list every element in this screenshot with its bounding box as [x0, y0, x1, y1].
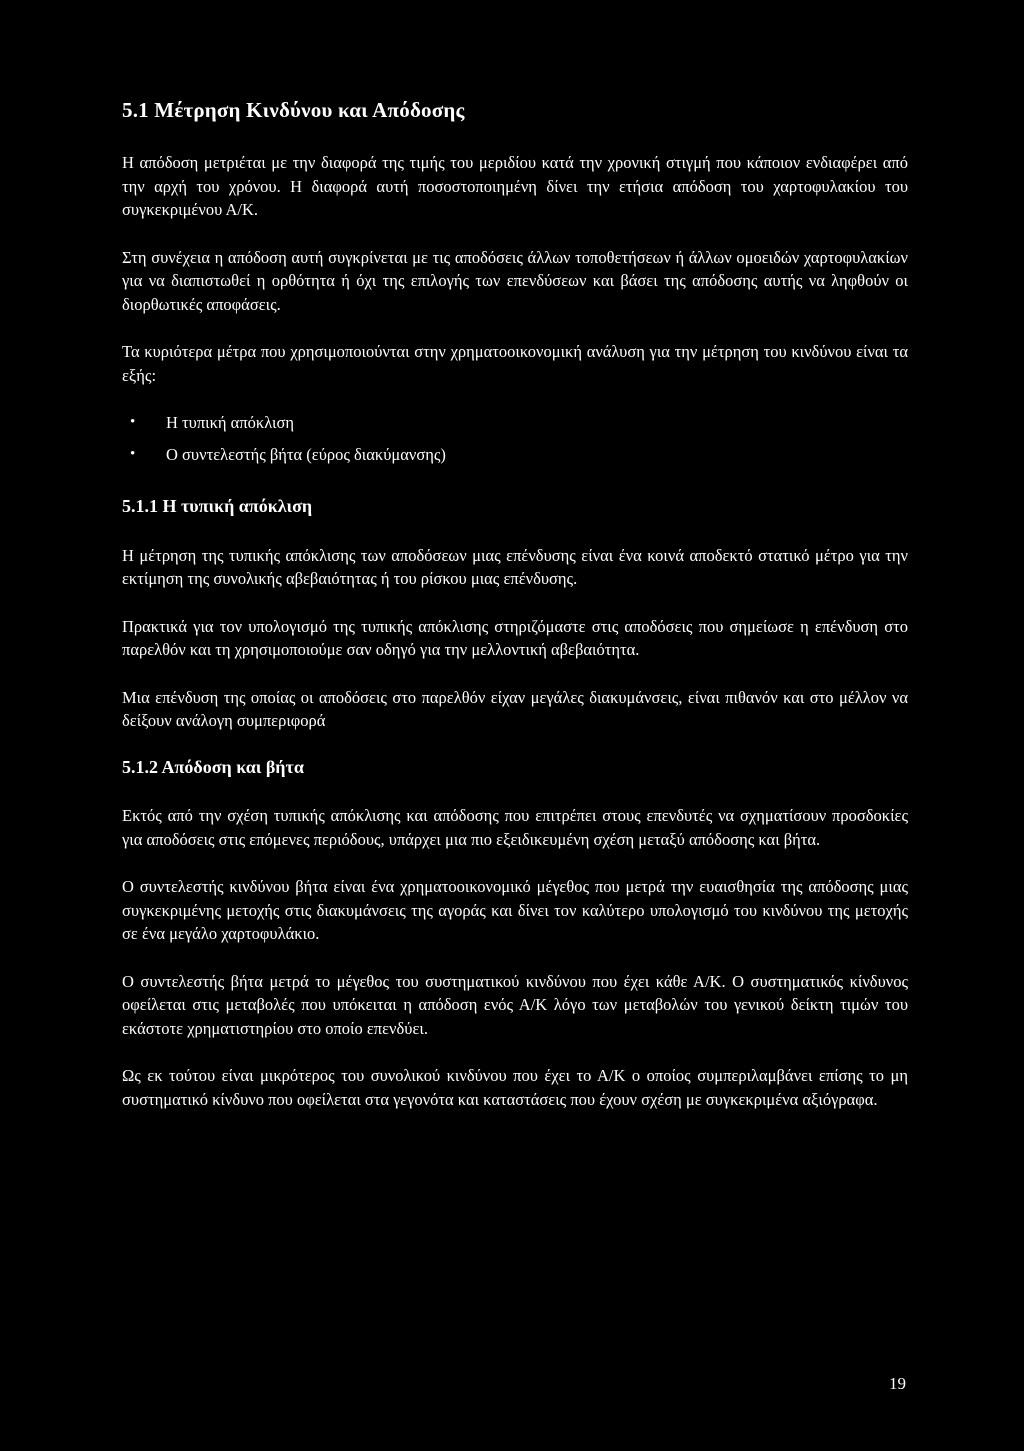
document-page [122, 98, 908, 1135]
list-item: • Ο συντελεστής βήτα (εύρος διακύμανσης) [122, 443, 908, 467]
paragraph: Ο συντελεστής κινδύνου βήτα είναι ένα χρηματοοικονομικό μέγεθος που μετρά την ευαισθησία της απόδοσης μιας συγκεκριμένης μετοχής στις διακυμάνσεις της αγοράς και δίνει τον καλύτερο υπολογισμό του κινδύνου της μετοχής σε ένα μεγάλο χαρτοφυλάκιο. [122, 877, 908, 944]
paragraph: Στη συνέχεια η απόδοση αυτή συγκρίνεται με τις αποδόσεις άλλων τοποθετήσεων ή άλλων ομοειδών χαρτοφυλακίων για να διαπιστωθεί η ορθότητα ή όχι της επιλογής των επενδύσεων και βάσει της απόδοσης αυτής να ληφθούν οι διορθωτικές αποφάσεις. [122, 247, 908, 314]
subsection-heading: 5.1.2 Απόδοση και βήτα [122, 756, 304, 777]
list-item: • Η τυπική απόκλιση [122, 411, 908, 435]
section-heading: 5.1 Μέτρηση Κινδύνου και Απόδοσης [122, 98, 465, 122]
paragraph: Ως εκ τούτου είναι μικρότερος του συνολικού κινδύνου που έχει το Α/Κ ο οποίος συμπεριλαμβάνει επίσης το μη συστηματικό κίνδυνο που οφείλεται στα γεγονότα και καταστάσεις που έχουν σχέση με συγκεκριμένα αξιόγραφα. [122, 1066, 908, 1109]
paragraph: Πρακτικά για τον υπολογισμό της τυπικής απόκλισης στηριζόμαστε στις αποδόσεις που σημείωσε η επένδυση στο παρελθόν και τη χρησιμοποιούμε σαν οδηγό για την μελλοντική αβεβαιότητα. [122, 616, 908, 660]
paragraph: Εκτός από την σχέση τυπικής απόκλισης και απόδοσης που επιτρέπει στους επενδυτές να σχηματίσουν προσδοκίες για αποδόσεις στις επόμενες περιόδους, υπάρχει μια πιο εξειδικευμένη σχέση μεταξύ απόδοσης και βήτα. [122, 806, 908, 849]
paragraph: Τα κυριότερα μέτρα που χρησιμοποιούνται στην χρηματοοικονομική ανάλυση για την μέτρηση του κινδύνου είναι τα εξής: [122, 342, 908, 385]
risk-measures-list [122, 411, 908, 466]
paragraph: Μια επένδυση της οποίας οι αποδόσεις στο παρελθόν είχαν μεγάλες διακυμάνσεις, είναι πιθανόν και στο μέλλον να δείξουν ανάλογη συμπεριφορά [122, 687, 908, 731]
paragraph: Η απόδοση μετριέται με την διαφορά της τιμής του μεριδίου κατά την χρονική στιγμή που κάποιον ενδιαφέρει από την αρχή του χρόνου. Η διαφορά αυτή ποσοστοποιημένη δίνει την ετήσια απόδοση του χαρτοφυλακίου του συγκεκριμένου Α/Κ. [122, 153, 908, 220]
page-number: 19 [889, 1374, 906, 1393]
subsection-heading: 5.1.1 Η τυπική απόκλιση [122, 496, 313, 517]
paragraph: Ο συντελεστής βήτα μετρά το μέγεθος του συστηματικού κινδύνου που έχει κάθε Α/Κ. Ο συστηματικός κίνδυνος οφείλεται στις μεταβολές που υπόκειται η απόδοση ενός Α/Κ λόγο των μεταβολών του γενικού δείκτη τιμών του εκάστοτε χρηματιστηρίου στο οποίο επενδύει. [122, 971, 908, 1038]
paragraph: Η μέτρηση της τυπικής απόκλισης των αποδόσεων μιας επένδυσης είναι ένα κοινά αποδεκτό στατικό μέτρο για την εκτίμηση της συνολικής αβεβαιότητας ή του ρίσκου μιας επένδυσης. [122, 545, 908, 589]
